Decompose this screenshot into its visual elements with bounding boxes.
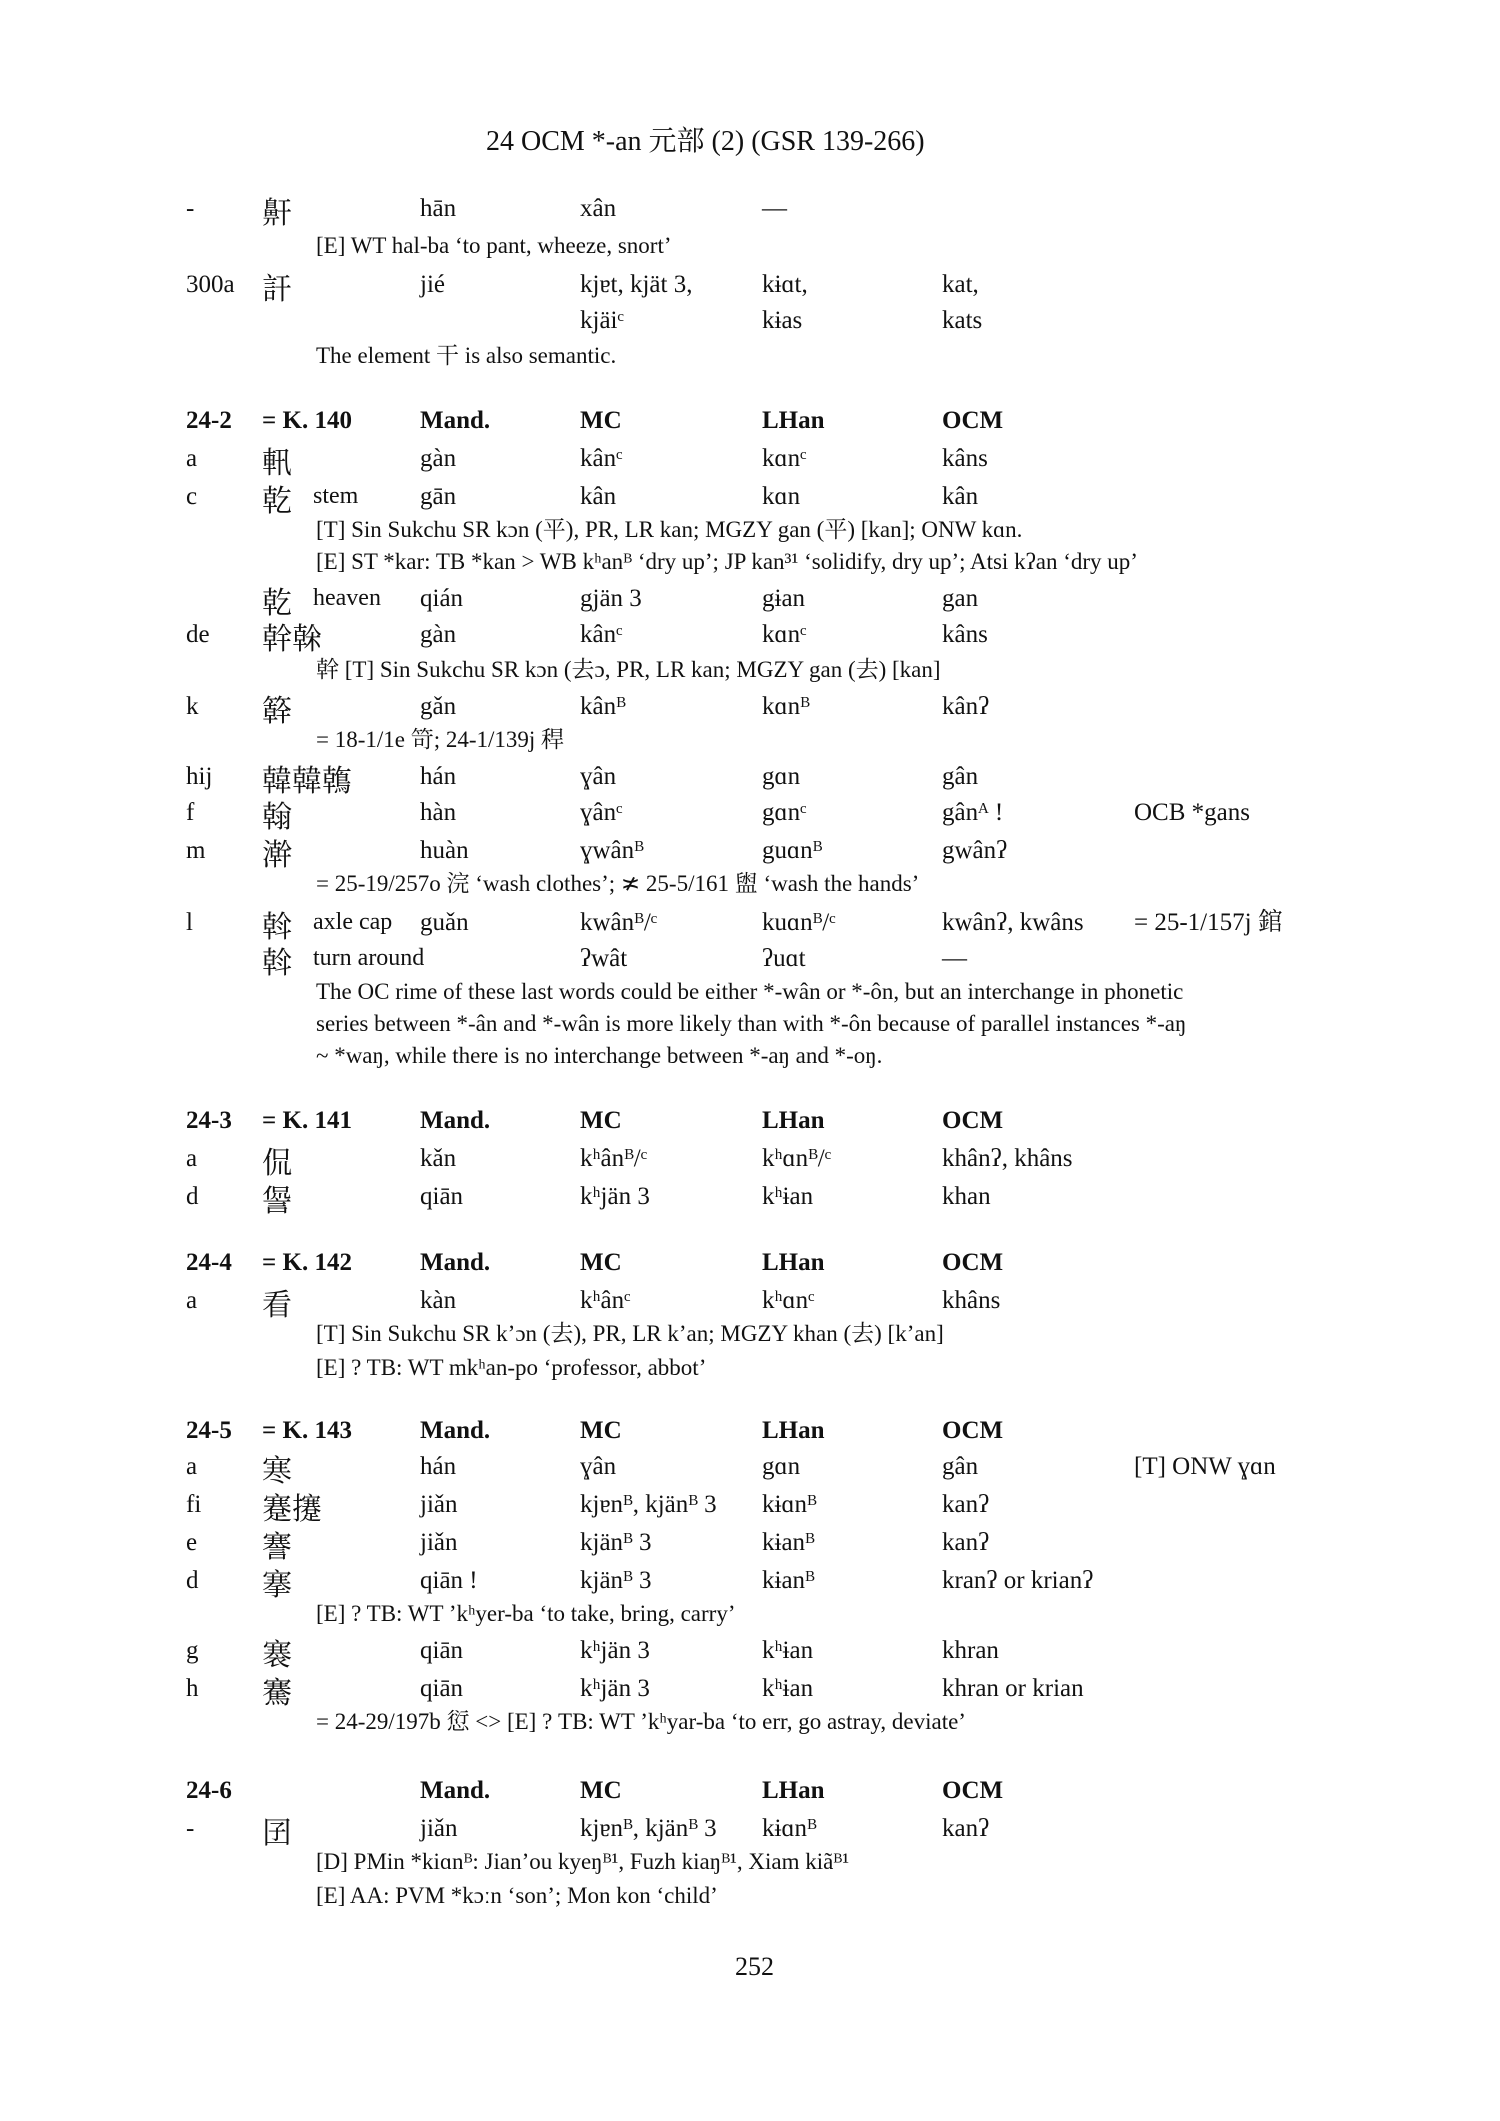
column-header: MC [580, 1249, 622, 1276]
entry-id: d [186, 1567, 199, 1594]
column-header: OCM [942, 1417, 1004, 1444]
entry-note: ~ *waŋ, while there is no interchange between *-aŋ and *-oŋ. [316, 1043, 883, 1068]
middle-chinese: kʰjän 3 [580, 1637, 650, 1664]
old-chinese-minimal: khâns [942, 1287, 1001, 1314]
later-han: kɑn [762, 483, 801, 510]
column-header: MC [580, 1417, 622, 1444]
column-header: Mand. [420, 1107, 491, 1134]
later-han: kɨanᴮ [762, 1529, 815, 1556]
character: 軐 [262, 446, 292, 481]
middle-chinese: kân [580, 483, 617, 510]
mandarin: gān [420, 483, 457, 510]
later-han: kʰɨan [762, 1637, 814, 1664]
character: 諐 [262, 1184, 292, 1219]
later-han: guɑnᴮ [762, 837, 823, 864]
later-han: — [762, 195, 787, 222]
entry-note: The element 干 is also semantic. [316, 343, 617, 368]
character: 謇 [262, 1530, 292, 1565]
later-han: gɨan [762, 585, 806, 612]
column-header: OCM [942, 407, 1004, 434]
character: 寒 [262, 1454, 292, 1489]
later-han: kɨɑnᴮ [762, 1815, 817, 1842]
character: 蹇攓 [262, 1492, 322, 1527]
mandarin: gǎn [420, 693, 457, 720]
mandarin: jiǎn [420, 1491, 458, 1518]
entry-note: [E] ST *kar: TB *kan > WB kʰanᴮ ‘dry up’; JP kan³¹ ‘solidify, dry up’; Atsi kʔan ‘dry up’ [316, 549, 1138, 574]
column-header: Mand. [420, 1417, 491, 1444]
old-chinese-minimal: gânᴬ ! [942, 799, 1004, 826]
old-chinese-minimal: kân [942, 483, 979, 510]
entry-note: = 25-19/257o 浣 ‘wash clothes’; ≭ 25-5/161 盥 ‘wash the hands’ [316, 871, 920, 896]
character: 囝 [262, 1816, 292, 1851]
old-chinese-minimal: khran [942, 1637, 999, 1664]
column-header: Mand. [420, 1777, 491, 1804]
middle-chinese: ʔwât [580, 945, 628, 972]
old-chinese-minimal: gwânʔ [942, 837, 1008, 864]
character: 澣 [262, 838, 292, 873]
old-chinese-minimal: gân [942, 763, 979, 790]
column-header: OCM [942, 1777, 1004, 1804]
old-chinese-minimal: gân [942, 1453, 979, 1480]
middle-chinese: kʰjän 3 [580, 1675, 650, 1702]
old-chinese-minimal: khran or krian [942, 1675, 1084, 1702]
middle-chinese: ɣân [580, 763, 617, 790]
series-number: 24-2 [186, 407, 232, 434]
later-han: kʰɨan [762, 1183, 814, 1210]
later-han: kɨanᴮ [762, 1567, 815, 1594]
series-number: 24-5 [186, 1417, 232, 1444]
old-chinese-minimal: gan [942, 585, 979, 612]
old-chinese-minimal: kanʔ [942, 1815, 990, 1842]
middle-chinese: kʰjän 3 [580, 1183, 650, 1210]
entry-id: de [186, 621, 210, 648]
old-chinese-minimal: khan [942, 1183, 991, 1210]
extra-note: = 25-1/157j 錧 [1134, 909, 1283, 936]
middle-chinese: kjɐnᴮ, kjänᴮ 3 [580, 1815, 717, 1842]
column-header: = K. 140 [262, 407, 352, 434]
gloss: stem [313, 483, 359, 509]
middle-chinese: kwânᴮ/ᶜ [580, 909, 658, 936]
later-han: kɑnᶜ [762, 621, 807, 648]
character: 侃 [262, 1146, 292, 1181]
character: 褰 [262, 1638, 292, 1673]
later-han: kʰɨan [762, 1675, 814, 1702]
column-header: MC [580, 407, 622, 434]
series-number: 24-3 [186, 1107, 232, 1134]
character: 鼾 [262, 196, 292, 231]
entry-id: l [186, 909, 193, 936]
later-han: kɨɑt, [762, 271, 808, 298]
column-header: = K. 141 [262, 1107, 352, 1134]
page-header: 24 OCM *-an 元部 (2) (GSR 139-266) [486, 126, 925, 157]
mandarin: kǎn [420, 1145, 457, 1172]
mandarin: jiǎn [420, 1529, 458, 1556]
entry-id: a [186, 1145, 198, 1172]
mandarin: qiān [420, 1675, 464, 1702]
series-number: 24-6 [186, 1777, 232, 1804]
entry-id: e [186, 1529, 198, 1556]
middle-chinese: ɣânᶜ [580, 799, 623, 826]
later-han: kɨas [762, 307, 803, 334]
later-han: kɨɑnᴮ [762, 1491, 817, 1518]
character: 訐 [262, 272, 292, 307]
entry-id: - [186, 1815, 195, 1842]
character: 騫 [262, 1676, 292, 1711]
middle-chinese: kjɐt, kjät 3, [580, 271, 693, 298]
mandarin: jié [420, 271, 445, 298]
mandarin: qián [420, 585, 464, 612]
column-header: OCM [942, 1249, 1004, 1276]
middle-chinese: kânᶜ [580, 445, 623, 472]
entry-id: g [186, 1637, 199, 1664]
mandarin: hán [420, 763, 457, 790]
middle-chinese: kjänᴮ 3 [580, 1529, 652, 1556]
mandarin: gàn [420, 445, 457, 472]
character: 乾 [262, 586, 292, 621]
character: 看 [262, 1288, 292, 1323]
gloss: axle cap [313, 909, 393, 935]
column-header: MC [580, 1777, 622, 1804]
mandarin: qiān ! [420, 1567, 478, 1594]
entry-id: - [186, 195, 195, 222]
entry-note: [E] ? TB: WT ’kʰyer-ba ‘to take, bring, carry’ [316, 1601, 736, 1626]
old-chinese-minimal: kanʔ [942, 1529, 990, 1556]
entry-note: = 24-29/197b 愆 <> [E] ? TB: WT ’kʰyar-ba ‘to err, go astray, deviate’ [316, 1709, 966, 1734]
column-header: LHan [762, 1249, 825, 1276]
series-number: 24-4 [186, 1249, 232, 1276]
character: 簳 [262, 694, 292, 729]
entry-note: series between *-ân and *-wân is more likely than with *-ôn because of parallel instances *-aŋ [316, 1011, 1187, 1036]
mandarin: qiān [420, 1637, 464, 1664]
old-chinese-minimal: kranʔ or krianʔ [942, 1567, 1094, 1594]
old-chinese-minimal: khânʔ, khâns [942, 1145, 1073, 1172]
entry-note: 幹 [T] Sin Sukchu SR kɔn (去ɔ, PR, LR kan; MGZY gan (去) [kan] [316, 657, 941, 682]
character: 翰 [262, 800, 292, 835]
old-chinese-minimal: kâns [942, 621, 988, 648]
middle-chinese: kʰânᴮ/ᶜ [580, 1145, 648, 1172]
entry-id: a [186, 445, 198, 472]
column-header: = K. 142 [262, 1249, 352, 1276]
extra-note: [T] ONW ɣɑn [1134, 1453, 1276, 1480]
mandarin: huàn [420, 837, 469, 864]
column-header: = K. 143 [262, 1417, 352, 1444]
mandarin: jiǎn [420, 1815, 458, 1842]
entry-note: [E] ? TB: WT mkʰan-po ‘professor, abbot’ [316, 1355, 707, 1380]
mandarin: hān [420, 195, 457, 222]
middle-chinese: gjän 3 [580, 585, 642, 612]
later-han: kʰɑnᴮ/ᶜ [762, 1145, 832, 1172]
old-chinese-minimal: kânʔ [942, 693, 990, 720]
entry-note: [T] Sin Sukchu SR k’ɔn (去), PR, LR k’an; MGZY khan (去) [k’an] [316, 1321, 944, 1346]
old-chinese-minimal: kats [942, 307, 983, 334]
column-header: MC [580, 1107, 622, 1134]
later-han: kʰɑnᶜ [762, 1287, 815, 1314]
entry-note: [T] Sin Sukchu SR kɔn (平), PR, LR kan; MGZY gan (平) [kan]; ONW kɑn. [316, 517, 1023, 542]
old-chinese-minimal: kanʔ [942, 1491, 990, 1518]
entry-id: d [186, 1183, 199, 1210]
entry-note: The OC rime of these last words could be either *-wân or *-ôn, but an interchange in phonetic [316, 979, 1184, 1004]
middle-chinese: kjänᴮ 3 [580, 1567, 652, 1594]
entry-id: c [186, 483, 198, 510]
entry-id: hij [186, 763, 213, 790]
gloss: turn around [313, 945, 425, 971]
column-header: LHan [762, 1777, 825, 1804]
entry-id: h [186, 1675, 199, 1702]
middle-chinese: kânᶜ [580, 621, 623, 648]
entry-note: [E] WT hal-ba ‘to pant, wheeze, snort’ [316, 233, 672, 258]
mandarin: gàn [420, 621, 457, 648]
mandarin: kàn [420, 1287, 457, 1314]
later-han: kɑnᴮ [762, 693, 810, 720]
entry-id: f [186, 799, 195, 826]
column-header: LHan [762, 1107, 825, 1134]
character: 幹榦 [262, 622, 322, 657]
entry-note: [E] AA: PVM *kɔːn ‘son’; Mon kon ‘child’ [316, 1883, 718, 1908]
middle-chinese: xân [580, 195, 617, 222]
entry-id: fi [186, 1491, 202, 1518]
column-header: Mand. [420, 1249, 491, 1276]
column-header: OCM [942, 1107, 1004, 1134]
old-chinese-minimal: kâns [942, 445, 988, 472]
middle-chinese: kjäiᶜ [580, 307, 624, 334]
character: 韓韓鶾 [262, 764, 352, 799]
entry-id: a [186, 1453, 198, 1480]
later-han: ʔuɑt [762, 945, 806, 972]
later-han: kuɑnᴮ/ᶜ [762, 909, 836, 936]
mandarin: hàn [420, 799, 457, 826]
gloss: heaven [313, 585, 381, 611]
character: 斡 [262, 910, 292, 945]
entry-id: k [186, 693, 199, 720]
page-number: 252 [735, 1952, 774, 1981]
character: 斡 [262, 946, 292, 981]
middle-chinese: kʰânᶜ [580, 1287, 631, 1314]
entry-note: = 18-1/1e 笴; 24-1/139j 稈 [316, 727, 565, 752]
character: 乾 [262, 484, 292, 519]
character: 搴 [262, 1568, 292, 1603]
middle-chinese: kânᴮ [580, 693, 626, 720]
entry-note: [D] PMin *kiɑnᴮ: Jian’ou kyeŋᴮ¹, Fuzh kiaŋᴮ¹, Xiam kiãᴮ¹ [316, 1849, 850, 1874]
later-han: gɑn [762, 763, 801, 790]
mandarin: guǎn [420, 909, 469, 936]
column-header: Mand. [420, 407, 491, 434]
old-chinese-minimal: kwânʔ, kwâns [942, 909, 1084, 936]
column-header: LHan [762, 407, 825, 434]
old-chinese-minimal: — [942, 945, 967, 972]
column-header: LHan [762, 1417, 825, 1444]
later-han: gɑnᶜ [762, 799, 807, 826]
middle-chinese: kjɐnᴮ, kjänᴮ 3 [580, 1491, 717, 1518]
entry-id: 300a [186, 271, 235, 298]
mandarin: qiān [420, 1183, 464, 1210]
middle-chinese: ɣwânᴮ [580, 837, 644, 864]
extra-note: OCB *gans [1134, 799, 1250, 826]
entry-id: m [186, 837, 206, 864]
mandarin: hán [420, 1453, 457, 1480]
entry-id: a [186, 1287, 198, 1314]
later-han: gɑn [762, 1453, 801, 1480]
middle-chinese: ɣân [580, 1453, 617, 1480]
old-chinese-minimal: kat, [942, 271, 979, 298]
later-han: kɑnᶜ [762, 445, 807, 472]
